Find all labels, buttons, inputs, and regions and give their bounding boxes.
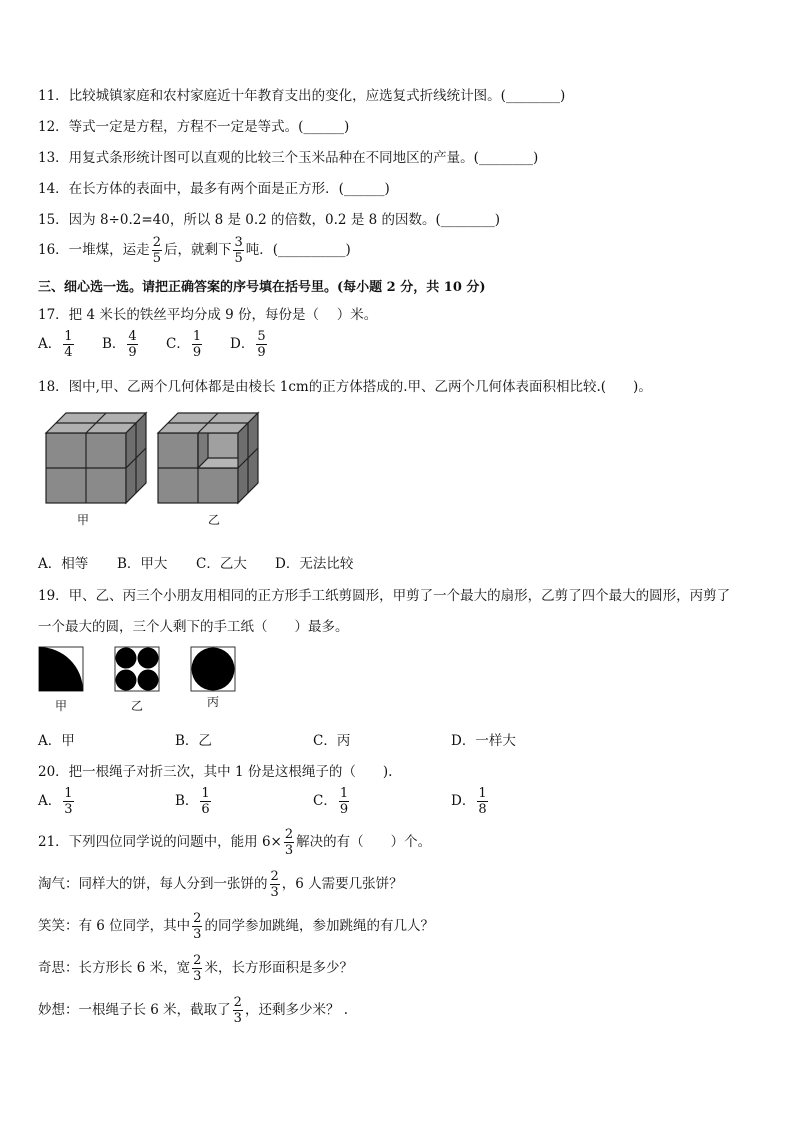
q19-option-d: D．一样大 — [451, 733, 516, 749]
q19-option-c: C．丙 — [313, 733, 351, 749]
q16-text-post: 吨．(__________) — [245, 242, 351, 258]
one-circle-figure — [191, 647, 235, 691]
question-11: 11．比较城镇家庭和农村家庭近十年教育支出的变化，应选复式折线统计图。(________) — [38, 88, 566, 104]
q16-text-pre: 16．一堆煤，运走 — [38, 242, 150, 258]
cube-figure-jia — [46, 413, 146, 503]
question-21-stem: 21．下列四位同学说的问题中，能用 6× $\frac{2}{3}$ 解决的有（ ）个。 — [38, 827, 432, 858]
q17-option-b: B． $\frac{4}{9}$ — [102, 329, 137, 360]
paper-caption-bing: 丙 — [207, 695, 220, 709]
question-12: 12．等式一定是方程，方程不一定是等式。(______) — [38, 119, 350, 135]
q19-option-a: A．甲 — [38, 733, 75, 749]
q18-option-a: A．相等 — [38, 556, 89, 572]
q18-option-c: C．乙大 — [196, 556, 247, 572]
question-20-stem: 20．把一根绳子对折三次，其中 1 份是这根绳子的（ ). — [38, 764, 393, 780]
q20-option-d: D． $\frac{1}{8}$ — [451, 786, 487, 817]
question-16 — [38, 236, 351, 265]
q20-option-b: B． $\frac{1}{6}$ — [175, 786, 210, 817]
question-13: 13．用复式条形统计图可以直观的比较三个玉米品种在不同地区的产量。(________) — [38, 150, 539, 166]
q16-fraction-1: $\frac{2}{5}$ — [152, 235, 161, 266]
question-21-statement-taoqi: 淘气：同样大的饼，每人分到一张饼的 $\frac{2}{3}$ ，6 人需要几张饼？ — [38, 869, 403, 900]
cube-caption-jia: 甲 — [77, 513, 90, 527]
four-circles-figure — [115, 647, 159, 691]
question-19-stem-line2: 一个最大的圆，三个人剩下的手工纸（ ）最多。 — [38, 619, 349, 635]
question-18-stem: 18．图中,甲、乙两个几何体都是由棱长 1cm的正方体搭成的.甲、乙两个几何体表面积相比较.( )。 — [38, 379, 652, 395]
paper-caption-yi: 乙 — [131, 699, 144, 713]
q16-fraction-2: $\frac{3}{5}$ — [234, 235, 243, 266]
cube-figure-yi — [158, 413, 258, 503]
cube-figures — [38, 405, 268, 533]
paper-caption-jia: 甲 — [55, 699, 68, 713]
section-3-heading: 三、细心选一选。请把正确答案的序号填在括号里。(每小题 2 分，共 10 分) — [38, 280, 486, 295]
cube-caption-yi: 乙 — [208, 513, 221, 527]
question-19-stem-line1: 19．甲、乙、丙三个小朋友用相同的正方形手工纸剪圆形，甲剪了一个最大的扇形，乙剪了四个最大的圆形，丙剪了 — [38, 588, 731, 604]
quarter-circle-figure — [39, 647, 83, 691]
question-21-statement-miaoxiang: 妙想：一根绳子长 6 米，截取了 $\frac{2}{3}$ ，还剩多少米？ . — [38, 995, 349, 1026]
q17-option-c: C． $\frac{1}{9}$ — [166, 329, 202, 360]
q17-option-a: A． $\frac{1}{4}$ — [38, 329, 73, 360]
q18-option-d: D．无法比较 — [275, 556, 354, 572]
paper-figures — [38, 646, 238, 694]
q17-option-d: D． $\frac{5}{9}$ — [230, 329, 266, 360]
question-14: 14．在长方体的表面中，最多有两个面是正方形．(______) — [38, 181, 390, 197]
question-21-statement-qisi: 奇思：长方形长 6 米，宽 $\frac{2}{3}$ 米，长方形面积是多少？ — [38, 953, 353, 984]
q20-option-a: A． $\frac{1}{3}$ — [38, 786, 73, 817]
question-15: 15．因为 8÷0.2=40，所以 8 是 0.2 的倍数，0.2 是 8 的因数。(________) — [38, 212, 501, 228]
q18-option-b: B．甲大 — [117, 556, 168, 572]
q16-text-mid: 后，就剩下 — [163, 242, 232, 258]
question-21-statement-xiaoxiao: 笑笑：有 6 位同学，其中 $\frac{2}{3}$ 的同学参加跳绳，参加跳绳的有几人？ — [38, 911, 434, 942]
q19-option-b: B．乙 — [175, 733, 212, 749]
q20-option-c: C． $\frac{1}{9}$ — [313, 786, 349, 817]
question-17-stem: 17．把 4 米长的铁丝平均分成 9 份，每份是（ ）米。 — [38, 307, 378, 323]
